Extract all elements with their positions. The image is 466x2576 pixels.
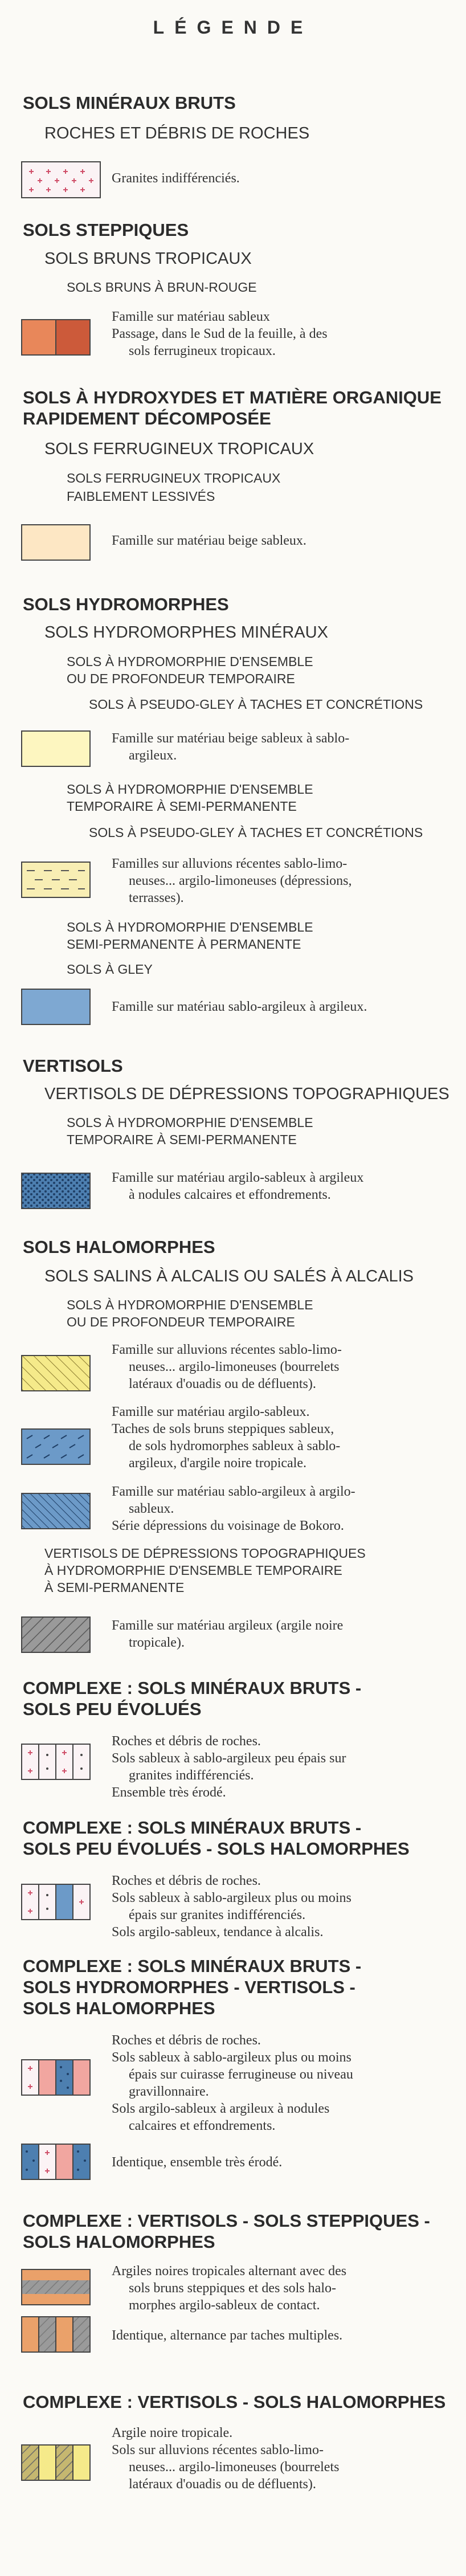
beige-sandy-symbol	[21, 524, 91, 561]
subheading-ferrugineux-lessives-2: FAIBLEMENT LESSIVÉS	[67, 489, 215, 504]
desc-granites: Granites indifférenciés.	[112, 171, 240, 186]
desc-steppiques-1: Famille sur matériau sableux	[112, 309, 270, 324]
desc-alluvions-3: terrasses).	[129, 891, 184, 905]
section-heading-hydroxydes-2: RAPIDEMENT DÉCOMPOSÉE	[23, 409, 271, 428]
complex3-heading-2: SOLS HYDROMORPHES - VERTISOLS -	[23, 1977, 355, 1997]
desc-argile-noire-1: Famille sur matériau argileux (argile noire	[112, 1618, 344, 1633]
desc-halo-bokoro: Série dépressions du voisinage de Bokoro.	[112, 1518, 344, 1533]
desc-c3-eroded: Identique, ensemble très érodé.	[112, 2155, 283, 2170]
brown-steppe-symbol	[21, 319, 91, 356]
desc-vertisols-2: à nodules calcaires et effondrements.	[129, 1187, 331, 1202]
complex3-heading-3: SOLS HALOMORPHES	[23, 1998, 215, 2018]
desc-c2-4: Sols argilo-sableux, tendance à alcalis.	[112, 1925, 324, 1940]
complex3-eroded-symbol	[21, 2144, 91, 2180]
complex4-heading-2: SOLS HALOMORPHES	[23, 2232, 215, 2252]
subheading-vertisols-depressions: VERTISOLS DE DÉPRESSIONS TOPOGRAPHIQUES	[44, 1085, 449, 1103]
section-heading-steppiques: SOLS STEPPIQUES	[23, 220, 189, 240]
desc-halo-sablo-1: Famille sur matériau sablo-argileux à argilo-	[112, 1484, 355, 1499]
desc-c1-2: Sols sableux à sablo-argileux peu épais sur	[112, 1751, 346, 1766]
desc-c1-4: Ensemble très érodé.	[112, 1785, 226, 1800]
desc-beige-sablo-2: argileux.	[129, 748, 177, 763]
desc-alluvions-1: Familles sur alluvions récentes sablo-limo-	[112, 856, 348, 871]
grey-hatch-symbol	[21, 1616, 91, 1653]
complex2-heading-1: COMPLEXE : SOLS MINÉRAUX BRUTS -	[23, 1818, 362, 1838]
desc-c4-2: sols bruns steppiques et des sols halo-	[129, 2281, 336, 2296]
complex1-heading-2: SOLS PEU ÉVOLUÉS	[23, 1699, 202, 1719]
complex1-symbol	[21, 1744, 91, 1780]
group-halo-hydro-1: SOLS À HYDROMORPHIE D'ENSEMBLE	[67, 1297, 313, 1312]
desc-c5-2: Sols sur alluvions récentes sablo-limo-	[112, 2443, 324, 2457]
group-pseudo-gley-1: SOLS À PSEUDO-GLEY À TACHES ET CONCRÉTIONS	[89, 697, 423, 712]
complex3-heading-1: COMPLEXE : SOLS MINÉRAUX BRUTS -	[23, 1956, 362, 1976]
section-heading-hydromorphes: SOLS HYDROMORPHES	[23, 594, 229, 614]
complex3-symbol	[21, 2059, 91, 2096]
group-hydro-temporaire-2: OU DE PROFONDEUR TEMPORAIRE	[67, 671, 295, 686]
desc-halo-alluvions-1: Famille sur alluvions récentes sablo-limo-	[112, 1342, 342, 1357]
desc-halo-argilo-2: Taches de sols bruns steppiques sableux,	[112, 1422, 334, 1436]
desc-c1-1: Roches et débris de roches.	[112, 1734, 261, 1749]
complex1-heading-1: COMPLEXE : SOLS MINÉRAUX BRUTS -	[23, 1678, 362, 1698]
desc-argile-noire-2: tropicale).	[129, 1635, 185, 1650]
yellow-hatch-symbol	[21, 1355, 91, 1391]
group-vertisols-depr-2: À HYDROMORPHIE D'ENSEMBLE TEMPORAIRE	[44, 1563, 342, 1578]
section-heading-halomorphes: SOLS HALOMORPHES	[23, 1237, 215, 1257]
subheading-ferrugineux: SOLS FERRUGINEUX TROPICAUX	[44, 440, 314, 458]
desc-halo-alluvions-2: neuses... argilo-limoneuses (bourrelets	[129, 1360, 340, 1374]
desc-beige-sablo-1: Famille sur matériau beige sableux à sablo-	[112, 731, 350, 746]
desc-c2-1: Roches et débris de roches.	[112, 1873, 261, 1888]
complex4-taches-symbol	[21, 2316, 91, 2353]
group-hydro-semi-2: TEMPORAIRE À SEMI-PERMANENTE	[67, 799, 297, 814]
desc-halo-argilo-3: de sols hydromorphes sableux à sablo-	[129, 1439, 341, 1454]
desc-halo-alluvions-3: latéraux d'ouadis ou de défluents).	[129, 1377, 316, 1391]
group-halo-hydro-2: OU DE PROFONDEUR TEMPORAIRE	[67, 1314, 295, 1329]
legend-title: LÉGENDE	[153, 17, 313, 38]
group-vertisols-depr-1: VERTISOLS DE DÉPRESSIONS TOPOGRAPHIQUES	[44, 1546, 366, 1561]
desc-gley: Famille sur matériau sablo-argileux à argileux.	[112, 999, 367, 1014]
complex5-symbol	[21, 2444, 91, 2481]
blue-dotted-vertisol-symbol	[21, 1173, 91, 1209]
blue-dash-halo-symbol	[21, 1428, 91, 1465]
desc-c3-6: calcaires et effondrements.	[129, 2118, 276, 2133]
complex2-symbol	[21, 1884, 91, 1920]
desc-halo-argilo-4: argileux, d'argile noire tropicale.	[129, 1456, 306, 1471]
group-vertisols-depr-3: À SEMI-PERMANENTE	[44, 1580, 185, 1595]
desc-steppiques-2: Passage, dans le Sud de la feuille, à des	[112, 326, 328, 341]
subheading-roches: ROCHES ET DÉBRIS DE ROCHES	[44, 124, 310, 142]
desc-vertisols-1: Famille sur matériau argilo-sableux à argileux	[112, 1170, 364, 1185]
desc-c3-3: épais sur cuirasse ferrugineuse ou niveau	[129, 2067, 353, 2082]
granite-symbol	[21, 161, 101, 198]
blue-hatch-halo-symbol	[21, 1493, 91, 1529]
desc-c5-3: neuses... argilo-limoneuses (bourrelets	[129, 2460, 340, 2475]
section-heading-mineraux-bruts: SOLS MINÉRAUX BRUTS	[23, 93, 236, 113]
group-gley: SOLS À GLEY	[67, 962, 153, 977]
subheading-ferrugineux-lessives-1: SOLS FERRUGINEUX TROPICAUX	[67, 471, 281, 485]
complex4-heading-1: COMPLEXE : VERTISOLS - SOLS STEPPIQUES -	[23, 2211, 430, 2231]
desc-c2-3: épais sur granites indifférenciés.	[129, 1908, 306, 1922]
desc-c3-1: Roches et débris de roches.	[112, 2033, 261, 2048]
subheading-sols-salins: SOLS SALINS À ALCALIS OU SALÉS À ALCALIS	[44, 1267, 414, 1285]
group-hydro-permanente-2: SEMI-PERMANENTE À PERMANENTE	[67, 937, 301, 952]
alluvial-dash-symbol	[21, 862, 91, 898]
desc-c3-2: Sols sableux à sablo-argileux plus ou moins	[112, 2050, 351, 2065]
desc-alluvions-2: neuses... argilo-limoneuses (dépressions,	[129, 873, 352, 888]
desc-halo-argilo-1: Famille sur matériau argilo-sableux.	[112, 1405, 310, 1419]
desc-c5-1: Argile noire tropicale.	[112, 2426, 233, 2440]
subheading-hydromorphes-mineraux: SOLS HYDROMORPHES MINÉRAUX	[44, 623, 328, 642]
desc-c3-4: gravillonnaire.	[129, 2084, 209, 2099]
group-vertisols-hydro-2: TEMPORAIRE À SEMI-PERMANENTE	[67, 1132, 297, 1147]
desc-c2-2: Sols sableux à sablo-argileux plus ou moins	[112, 1891, 351, 1905]
group-pseudo-gley-2: SOLS À PSEUDO-GLEY À TACHES ET CONCRÉTIONS	[89, 825, 423, 840]
desc-c4-3: morphes argilo-sableux de contact.	[129, 2298, 320, 2313]
group-hydro-permanente-1: SOLS À HYDROMORPHIE D'ENSEMBLE	[67, 920, 313, 934]
desc-c3-5: Sols argilo-sableux à argileux à nodules	[112, 2101, 330, 2116]
pale-yellow-symbol	[21, 730, 91, 767]
complex4-symbol	[21, 2269, 91, 2305]
desc-c5-4: latéraux d'ouadis ou de défluents).	[129, 2477, 316, 2492]
desc-c1-3: granites indifférenciés.	[129, 1768, 254, 1783]
blue-gley-symbol	[21, 989, 91, 1025]
group-vertisols-hydro-1: SOLS À HYDROMORPHIE D'ENSEMBLE	[67, 1115, 313, 1130]
desc-steppiques-3: sols ferrugineux tropicaux.	[129, 344, 276, 358]
complex5-heading: COMPLEXE : VERTISOLS - SOLS HALOMORPHES	[23, 2392, 446, 2412]
section-heading-vertisols: VERTISOLS	[23, 1056, 123, 1076]
desc-c4-taches: Identique, alternance par taches multiples.	[112, 2328, 343, 2343]
section-heading-hydroxydes-1: SOLS À HYDROXYDES ET MATIÈRE ORGANIQUE	[23, 387, 442, 407]
desc-ferrugineux: Famille sur matériau beige sableux.	[112, 533, 306, 548]
subheading-bruns-brun-rouge: SOLS BRUNS À BRUN-ROUGE	[67, 280, 257, 295]
complex2-heading-2: SOLS PEU ÉVOLUÉS - SOLS HALOMORPHES	[23, 1839, 410, 1859]
subheading-bruns-tropicaux: SOLS BRUNS TROPICAUX	[44, 250, 252, 268]
group-hydro-semi-1: SOLS À HYDROMORPHIE D'ENSEMBLE	[67, 782, 313, 797]
desc-c4-1: Argiles noires tropicales alternant avec des	[112, 2264, 347, 2279]
group-hydro-temporaire-1: SOLS À HYDROMORPHIE D'ENSEMBLE	[67, 654, 313, 669]
desc-halo-sablo-2: sableux.	[129, 1501, 174, 1516]
